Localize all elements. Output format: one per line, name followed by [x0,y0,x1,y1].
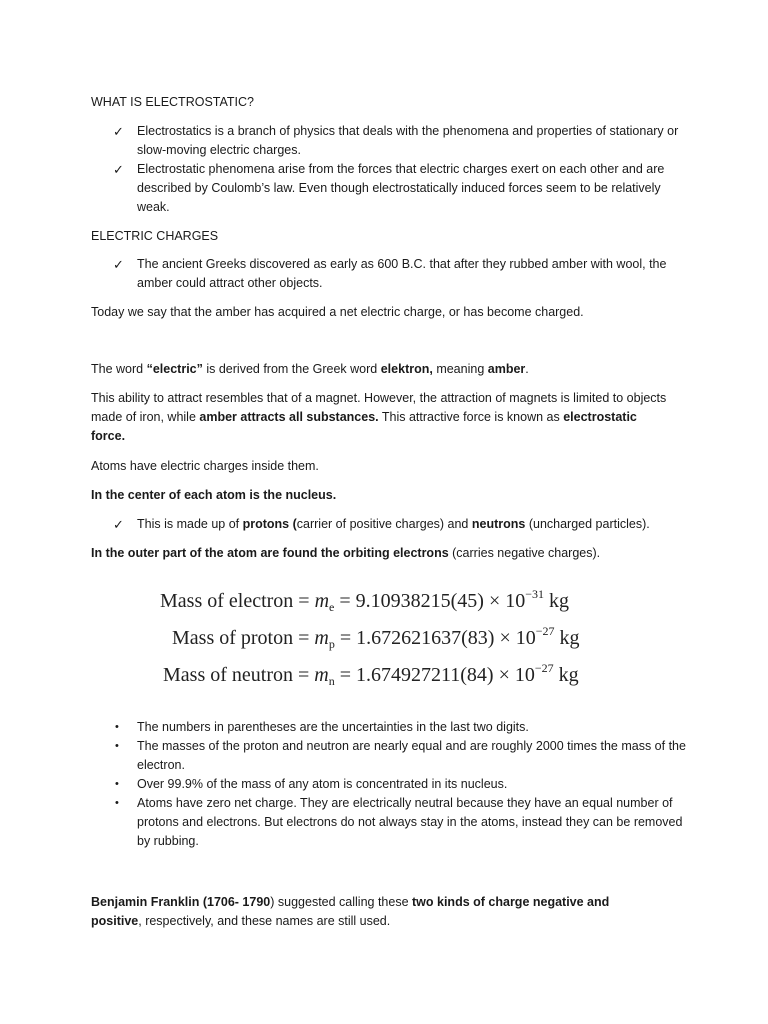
formula-electron: Mass of electron = $m_e = 9.10938215(45) \times 10^{-31}$ kg [160,587,570,614]
bullet-list-facts [91,718,691,851]
paragraph-franklin: Benjamin Franklin (1706- 1790) suggested calling these two kinds of charge negative and positive, respectively, and these names are still used. [91,895,610,928]
list-item: • Atoms have zero net charge. They are electrically neutral because they have an equal number of protons and electrons. But electrons do not always stay in the atoms, instead they can be removed by rubbing. [115,796,683,848]
paragraph-word-electric: The word “electric” is derived from the Greek word elektron, meaning amber. [91,362,529,376]
bullet-icon: • [115,721,119,733]
checklist-electrostatics [91,122,691,217]
bullet-icon: • [115,778,119,790]
paragraph-center: In the center of each atom is the nucleus. [91,488,337,502]
checklist-greeks [91,255,691,293]
list-item: ✓ Electrostatics is a branch of physics that deals with the phenomena and properties of stationary or slow-moving electric charges. [113,124,679,157]
list-item: • Over 99.9% of the mass of any atom is concentrated in its nucleus. [91,775,691,794]
paragraph-attraction: This ability to attract resembles that of a magnet. However, the attraction of magnets is limited to objects made of iron, while amber attracts all substances. This attractive force is known as electrostatic force. [91,391,667,443]
list-item: ✓ The ancient Greeks discovered as early as 600 B.C. that after they rubbed amber with wool, the amber could attract other objects. [113,257,667,290]
formula-proton: Mass of proton = $m_p = 1.672621637(83) \times 10^{-27}$ kg [172,624,580,651]
formula-neutron: Mass of neutron = $m_n = 1.674927211(84) \times 10^{-27}$ kg [163,661,579,688]
paragraph-atoms: Atoms have electric charges inside them. [91,459,319,473]
checkmark-icon: ✓ [113,124,124,139]
mass-formulas [160,580,620,690]
checkmark-icon: ✓ [113,517,124,532]
list-item: • The numbers in parentheses are the uncertainties in the last two digits. [91,718,691,737]
checkmark-icon: ✓ [113,257,124,272]
paragraph-today: Today we say that the amber has acquired a net electric charge, or has become charged. [91,305,584,319]
bullet-icon: • [115,797,119,809]
list-item: • The masses of the proton and neutron are nearly equal and are roughly 2000 times the mass of the electron. [115,739,686,772]
list-item: ✓ This is made up of protons (carrier of positive charges) and neutrons (uncharged particles). [113,517,650,532]
paragraph-outer: In the outer part of the atom are found the orbiting electrons (carries negative charges). [91,546,601,560]
bullet-icon: • [115,740,119,752]
list-item: ✓ Electrostatic phenomena arise from the forces that electric charges exert on each other and are described by Coulomb’s law. Even though electrostatically induced forces seem to be relatively weak. [113,162,665,214]
checklist-nucleus [91,515,691,534]
heading-what-is-electrostatic: WHAT IS ELECTROSTATIC? [91,95,254,109]
checkmark-icon: ✓ [113,162,124,177]
heading-electric-charges: ELECTRIC CHARGES [91,229,219,243]
